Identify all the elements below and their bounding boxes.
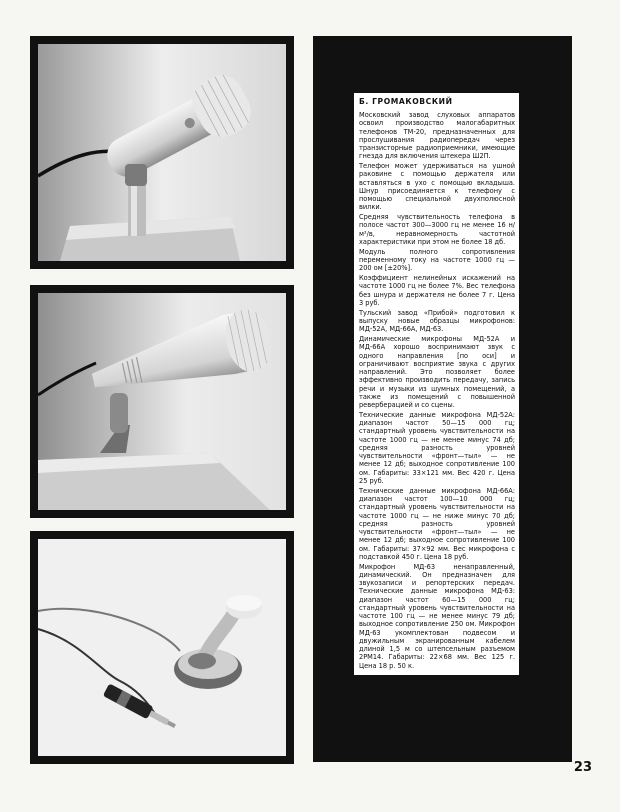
article-author: Б. ГРОМАКОВСКИЙ — [359, 97, 453, 106]
page-number: 23 — [573, 760, 592, 775]
article-paragraph: Технические данные микрофона МД-52А: диапазон частот 50—15 000 гц; стандартный уровень чувствительности на частоте 1000 гц — не менее минус 74 дб; средняя разность уровней чувствительности «фронт—тыл» — не менее 12 дб; выходное сопротивление 100 ом. Габариты: 33×121 мм. Вес 420 г. Цена 25 руб. — [359, 410, 515, 485]
article-panel — [313, 36, 572, 762]
article-text-block — [354, 93, 519, 675]
article-paragraph: Модуль полного сопротивления переменному току на частоте 1000 гц — 200 ом [±20%]. — [359, 247, 515, 273]
article-paragraph: Телефон может удерживаться на ушной раковине с помощью держателя или вставляться в ухо с помощью вкладыша. Шнур присоединяется к телефону с помощью специальной двухполюсной вилки. — [359, 162, 515, 212]
photo-microphone-md-52a — [30, 36, 294, 269]
article-paragraph: Технические данные микрофона МД-66А: диапазон частот 100—10 000 гц; стандартный уровень чувствительности на частоте 1000 гц — не ниже минус 70 дб; средняя разность уровней чувствительности «фронт—тыл» — не менее 12 дб; выходное сопротивление 100 ом. Габариты: 37×92 мм. Вес микрофона с подставкой 450 г. Цена 18 руб. — [359, 486, 515, 561]
article-paragraph: Микрофон МД-63 ненаправленный, динамический. Он предназначен для звукозаписи и репортерских передач. Технические данные микрофона МД-63: диапазон частот 60—15 000 гц; стандартный уровень чувствительности на частоте 100 гц — не менее минус 79 дб; выходное сопротивление 250 ом. Микрофон МД-63 укомплектован подвесом и двужильным экранированным кабелем длиной 1,5 м со штепсельным разъемом 2РМ14. Габариты: 22×68 мм. Вес 125 г. Цена 18 р. 50 к. — [359, 562, 515, 670]
microphone-illustration-2 — [30, 285, 294, 518]
article-paragraph: Московский завод слуховых аппаратов освоил производство малогабаритных телефонов ТМ-20, предназначенных для прослушивания радиопередач через транзисторные радиоприемники, имеющие гнезда для включения штекера Ш2П. — [359, 111, 515, 161]
article-paragraph: Динамические микрофоны МД-52А и МД-66А хорошо воспринимают звук с одного направления [по оси] и ограничивают восприятие звука с других направлений. Это позволяет более эффективно производить передачу, запись речи и музыки из шумных помещений, а также из помещений с повышенной реверберацией и со сцены. — [359, 335, 515, 410]
article-paragraph: Средняя чувствительность телефона в полосе частот 300—3000 гц не менее 16 н/м²/в, неравномерность частотной характеристики при этом не более 18 дб. — [359, 213, 515, 246]
article-paragraph: Коэффициент нелинейных искажений на частоте 1000 гц не более 7%. Вес телефона без шнура и держателя не более 7 г. Цена 3 руб. — [359, 274, 515, 307]
microphone-illustration-1 — [30, 36, 294, 269]
microphone-illustration-3 — [30, 531, 294, 764]
photo-microphone-md-66a — [30, 285, 294, 518]
article-paragraph: Тульский завод «Прибой» подготовил к выпуску новые образцы микрофонов: МД-52А, МД-66А, МД-63. — [359, 308, 515, 334]
photo-microphone-md-63 — [30, 531, 294, 764]
